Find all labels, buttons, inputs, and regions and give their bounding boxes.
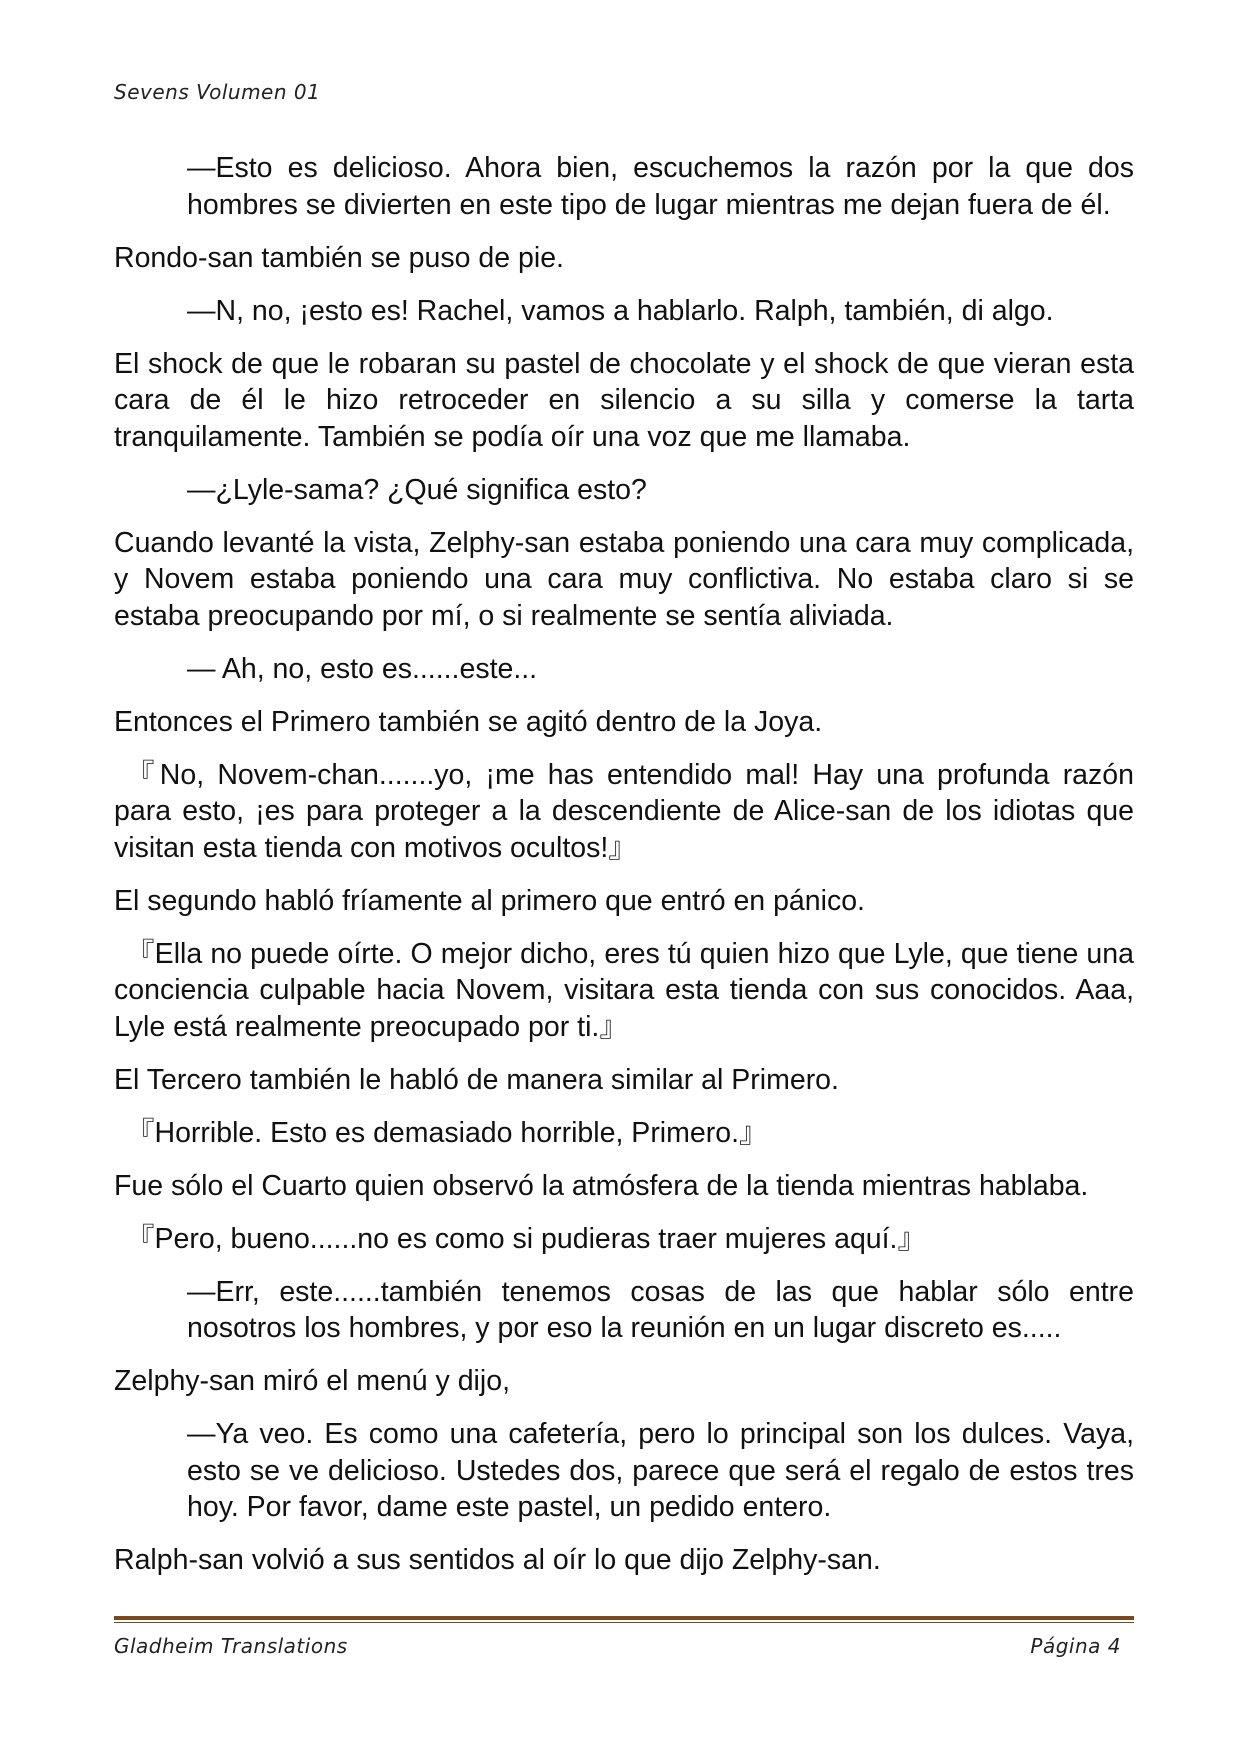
footer-page-number: Página 4 [1030, 1634, 1121, 1658]
narration-paragraph: Entonces el Primero también se agitó dentro de la Joya. [114, 705, 823, 738]
dialog-paragraph: —Esto es delicioso. Ahora bien, escuchemos la razón por la que dos hombres se divierten en este tipo de lugar mientras me dejan fuera de él. [187, 152, 1134, 221]
page-header-title: Sevens Volumen 01 [114, 80, 321, 104]
narration-paragraph: Cuando levanté la vista, Zelphy-san estaba poniendo una cara muy complicada, y Novem estaba poniendo una cara muy conflictiva. No estaba claro si se estaba preocupando por mí, o si realmente se sentía aliviada. [114, 526, 1134, 632]
footer-translator-credit: Gladheim Translations [114, 1634, 348, 1658]
dialog-paragraph: —Err, este......también tenemos cosas de las que hablar sólo entre nosotros los hombres, y por eso la reunión en un lugar discreto es..... [187, 1275, 1134, 1344]
narration-paragraph: El Tercero también le habló de manera similar al Primero. [114, 1063, 839, 1096]
dialog-paragraph: — Ah, no, esto es......este... [187, 652, 538, 685]
narration-paragraph: Fue sólo el Cuarto quien observó la atmósfera de la tienda mientras hablaba. [114, 1169, 1089, 1202]
spirit-dialog-paragraph: 『Pero, bueno......no es como si pudieras traer mujeres aquí.』 [126, 1222, 926, 1255]
spirit-dialog-paragraph: 『Horrible. Esto es demasiado horrible, Primero.』 [126, 1116, 768, 1149]
spirit-dialog-paragraph: 『Ella no puede oírte. O mejor dicho, eres tú quien hizo que Lyle, que tiene una conciencia culpable hacia Novem, visitara esta tienda con sus conocidos. Aaa, Lyle está realmente preocupado por ti.』 [114, 937, 1134, 1043]
dialog-paragraph: —¿Lyle-sama? ¿Qué significa esto? [187, 473, 647, 506]
spirit-dialog-paragraph: 『No, Novem-chan.......yo, ¡me has entendido mal! Hay una profunda razón para esto, ¡es para proteger a la descendiente de Alice-san de los idiotas que visitan esta tienda con motivos ocultos!』 [114, 758, 1134, 864]
narration-paragraph: Ralph-san volvió a sus sentidos al oír lo que dijo Zelphy-san. [114, 1544, 881, 1576]
narration-paragraph: El segundo habló fríamente al primero que entró en pánico. [114, 884, 865, 917]
narration-paragraph: Rondo-san también se puso de pie. [114, 241, 564, 274]
dialog-paragraph: —Ya veo. Es como una cafetería, pero lo principal son los dulces. Vaya, esto se ve delicioso. Ustedes dos, parece que será el regalo de estos tres hoy. Por favor, dame este pastel, un pedido entero. [187, 1418, 1134, 1523]
narration-paragraph: Zelphy-san miró el menú y dijo, [114, 1365, 510, 1397]
footer-divider-thin-line [114, 1622, 1134, 1623]
footer-divider [114, 1616, 1134, 1623]
narration-paragraph: El shock de que le robaran su pastel de chocolate y el shock de que vieran esta cara de él le hizo retroceder en silencio a su silla y comerse la tarta tranquilamente. También se podía oír una voz que me llamaba. [114, 347, 1134, 453]
dialog-paragraph: —N, no, ¡esto es! Rachel, vamos a hablarlo. Ralph, también, di algo. [187, 294, 1054, 327]
footer-divider-thick-line [114, 1616, 1134, 1620]
chapter-body [114, 150, 1134, 1595]
